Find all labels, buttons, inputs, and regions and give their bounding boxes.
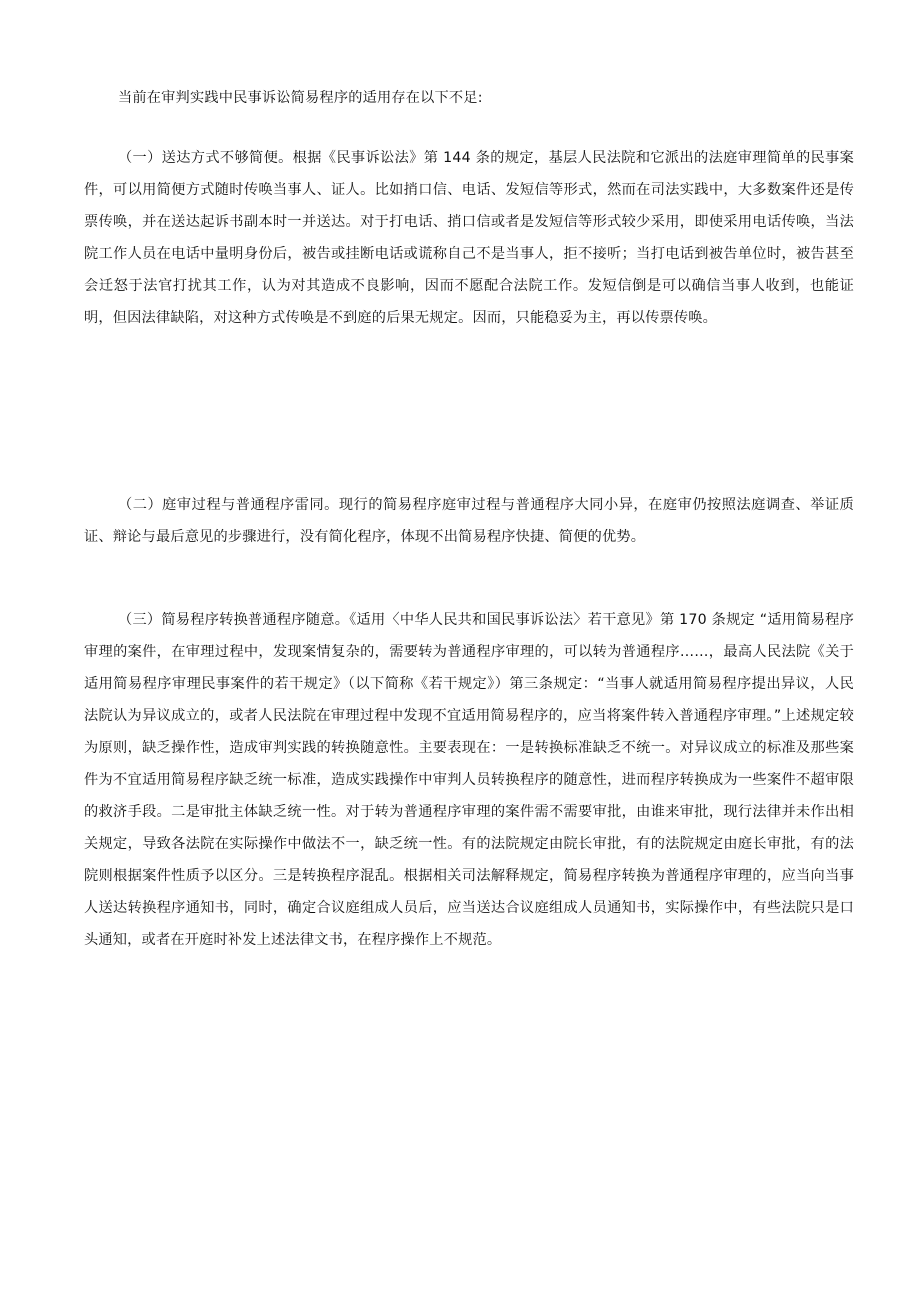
intro-paragraph: 当前在审判实践中民事诉讼简易程序的适用存在以下不足: [118, 90, 483, 106]
paragraph-procedure-conversion: （三）简易程序转换普通程序随意。《适用〈中华人民共和国民事诉讼法〉若干意见》第 170 条规定 “适用简易程序审理的案件，在审理过程中，发现案情复杂的，需要转为普通程序审理的，可以转为普通程序……，最高人民法院《关于适用简易程序审理民事案件的若干规定》（以下简称《若干规定》）第三条规定：“当事人就适用简易程序提出异议，人民法院认为异议成立的，或者人民法院在审理过程中发现不宜适用简易程序的，应当将案件转入普通程序审理。”上述规定较为原则，缺乏操作性，造成审判实践的转换随意性。主要表现在：一是转换标准缺乏不统一。对异议成立的标准及那些案件为不宜适用简易程序缺乏统一标准，造成实践操作中审判人员转换程序的随意性，进而程序转换成为一些案件不超审限的救济手段。二是审批主体缺乏统一性。对于转为普通程序审理的案件需不需要审批，由谁来审批，现行法律并未作出相关规定，导致各法院在实际操作中做法不一，缺乏统一性。有的法院规定由院长审批，有的法院规定由庭长审批，有的法院则根据案件性质予以区分。三是转换程序混乱。根据相关司法解释规定，简易程序转换为普通程序审理的，应当向当事人送达转换程序通知书，同时，确定合议庭组成人员后，应当送达合议庭组成人员通知书，实际操作中，有些法院只是口头通知，或者在开庭时补发上述法律文书，在程序操作上不规范。 [84, 612, 854, 948]
paragraph-trial-process: （二）庭审过程与普通程序雷同。现行的简易程序庭审过程与普通程序大同小异，在庭审仍按照法庭调查、举证质证、辩论与最后意见的步骤进行，没有简化程序，体现不出简易程序快捷、简便的优势。 [84, 497, 854, 545]
paragraph-delivery-method: （一）送达方式不够简便。根据《民事诉讼法》第 144 条的规定，基层人民法院和它派出的法庭审理简单的民事案件，可以用简便方式随时传唤当事人、证人。比如捎口信、电话、发短信等形式，然而在司法实践中，大多数案件还是传票传唤，并在送达起诉书副本时一并送达。对于打电话、捎口信或者是发短信等形式较少采用，即使采用电话传唤，当法院工作人员在电话中量明身份后，被告或挂断电话或谎称自己不是当事人，拒不接听；当打电话到被告单位时，被告甚至会迁怒于法官打扰其工作，认为对其造成不良影响，因而不愿配合法院工作。发短信倒是可以确信当事人收到，也能证明，但因法律缺陷，对这种方式传唤是不到庭的后果无规定。因而，只能稳妥为主，再以传票传唤。 [84, 150, 854, 326]
